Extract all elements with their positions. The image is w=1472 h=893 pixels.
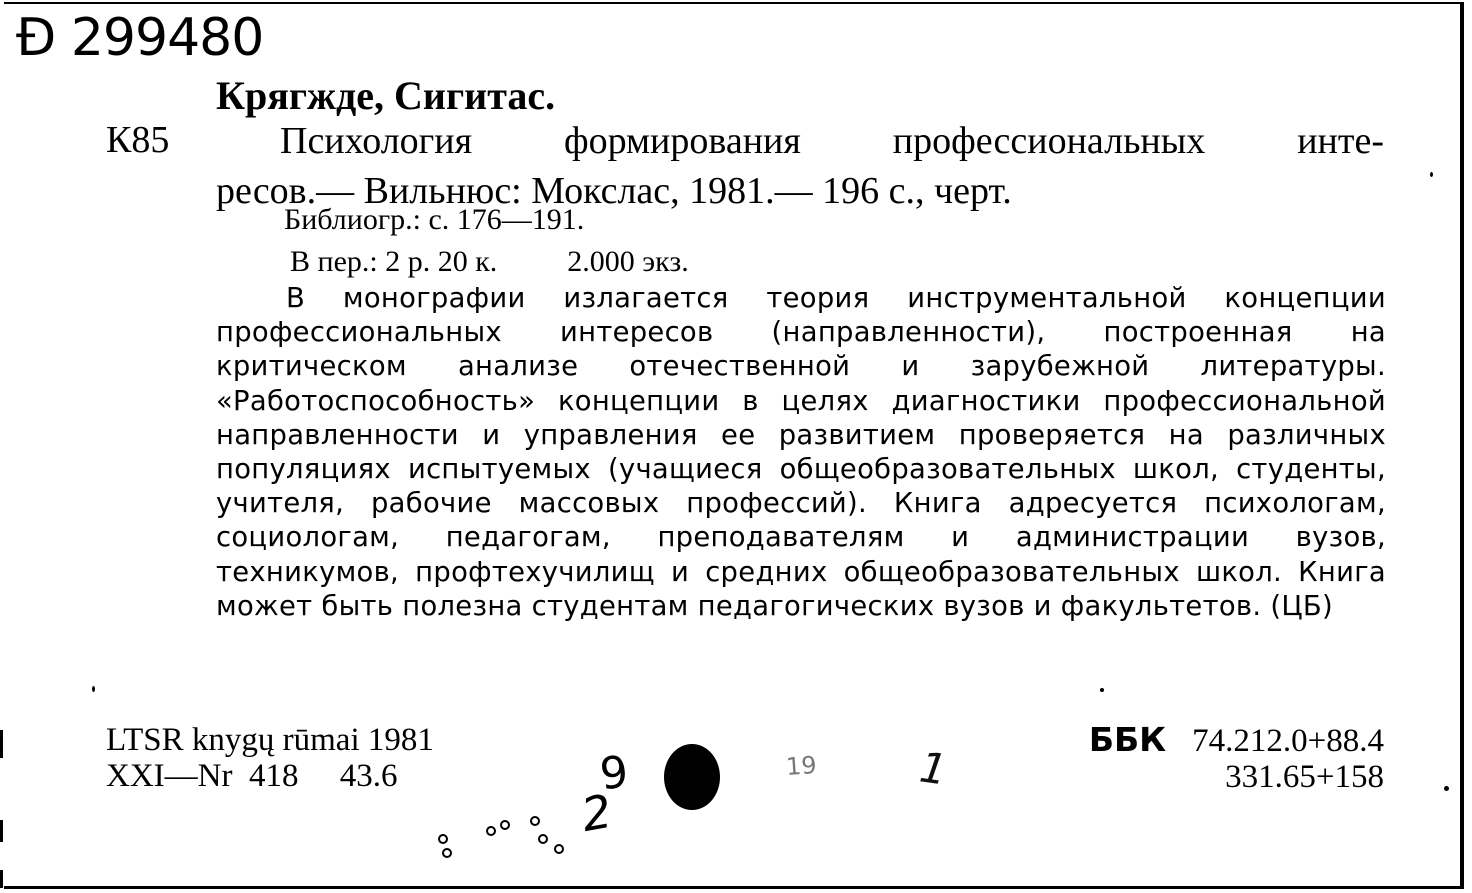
bbk-line-1: 74.212.0+88.4 (1192, 723, 1384, 759)
cutter-code: К85 (106, 119, 170, 161)
pencil-dots (434, 808, 574, 868)
bbk-label: ББК (1088, 720, 1167, 759)
speck (1100, 688, 1104, 692)
publisher-line-1: LTSR knygų rūmai 1981 (106, 722, 434, 758)
print-run: 2.000 экз. (567, 245, 689, 278)
left-edge-marks (0, 720, 4, 890)
handwritten-one: 1 (916, 742, 951, 795)
shelfmark-number: Ɖ 299480 (16, 8, 264, 68)
title-line-1: Психология формирования профессиональных инте- (280, 120, 1384, 162)
speck (1430, 172, 1433, 177)
speck (1444, 786, 1449, 791)
bibliography-note: Библиогр.: с. 176—191. (284, 203, 585, 236)
faint-handwriting: 19 (785, 750, 818, 782)
price-line (290, 244, 689, 280)
bbk-line-2: 331.65+158 (1225, 759, 1384, 795)
speck (92, 686, 95, 692)
handwritten-nine: 9 (597, 746, 631, 801)
bbk-classification (1089, 722, 1384, 795)
publisher-imprint (106, 722, 434, 794)
publisher-line-2: XXI—Nr 418 43.6 (106, 758, 398, 794)
author-heading: Крягжде, Сигитас. (216, 73, 556, 118)
title-line-2: ресов.— Вильнюс: Мокслас, 1981.— 196 с., черт. (216, 170, 1012, 212)
price: В пер.: 2 р. 20 к. (290, 245, 498, 278)
handwritten-two: 2 (577, 783, 616, 843)
title-block (216, 116, 1384, 216)
punch-hole-dot (664, 744, 720, 810)
abstract-paragraph: В монографии излагается теория инструментальной концепции профессиональных интересов (направленности), построенная на критическом анализе отечественной и зарубежной литературы. «Работоспособность» концепции в целях диагностики профессиональной направленности и управления ее развитием проверяется на различных популяциях испытуемых (учащиеся общеобразовательных школ, студенты, учителя, рабочие массовых профессий). Книга адресуется психологам, социологам, педагогам, преподавателям и администрации вузов, техникумов, профтехучилищ и средних общеобразовательных школ. Книга может быть полезна студентам педагогических вузов и факультетов. (ЦБ) (216, 283, 1386, 622)
